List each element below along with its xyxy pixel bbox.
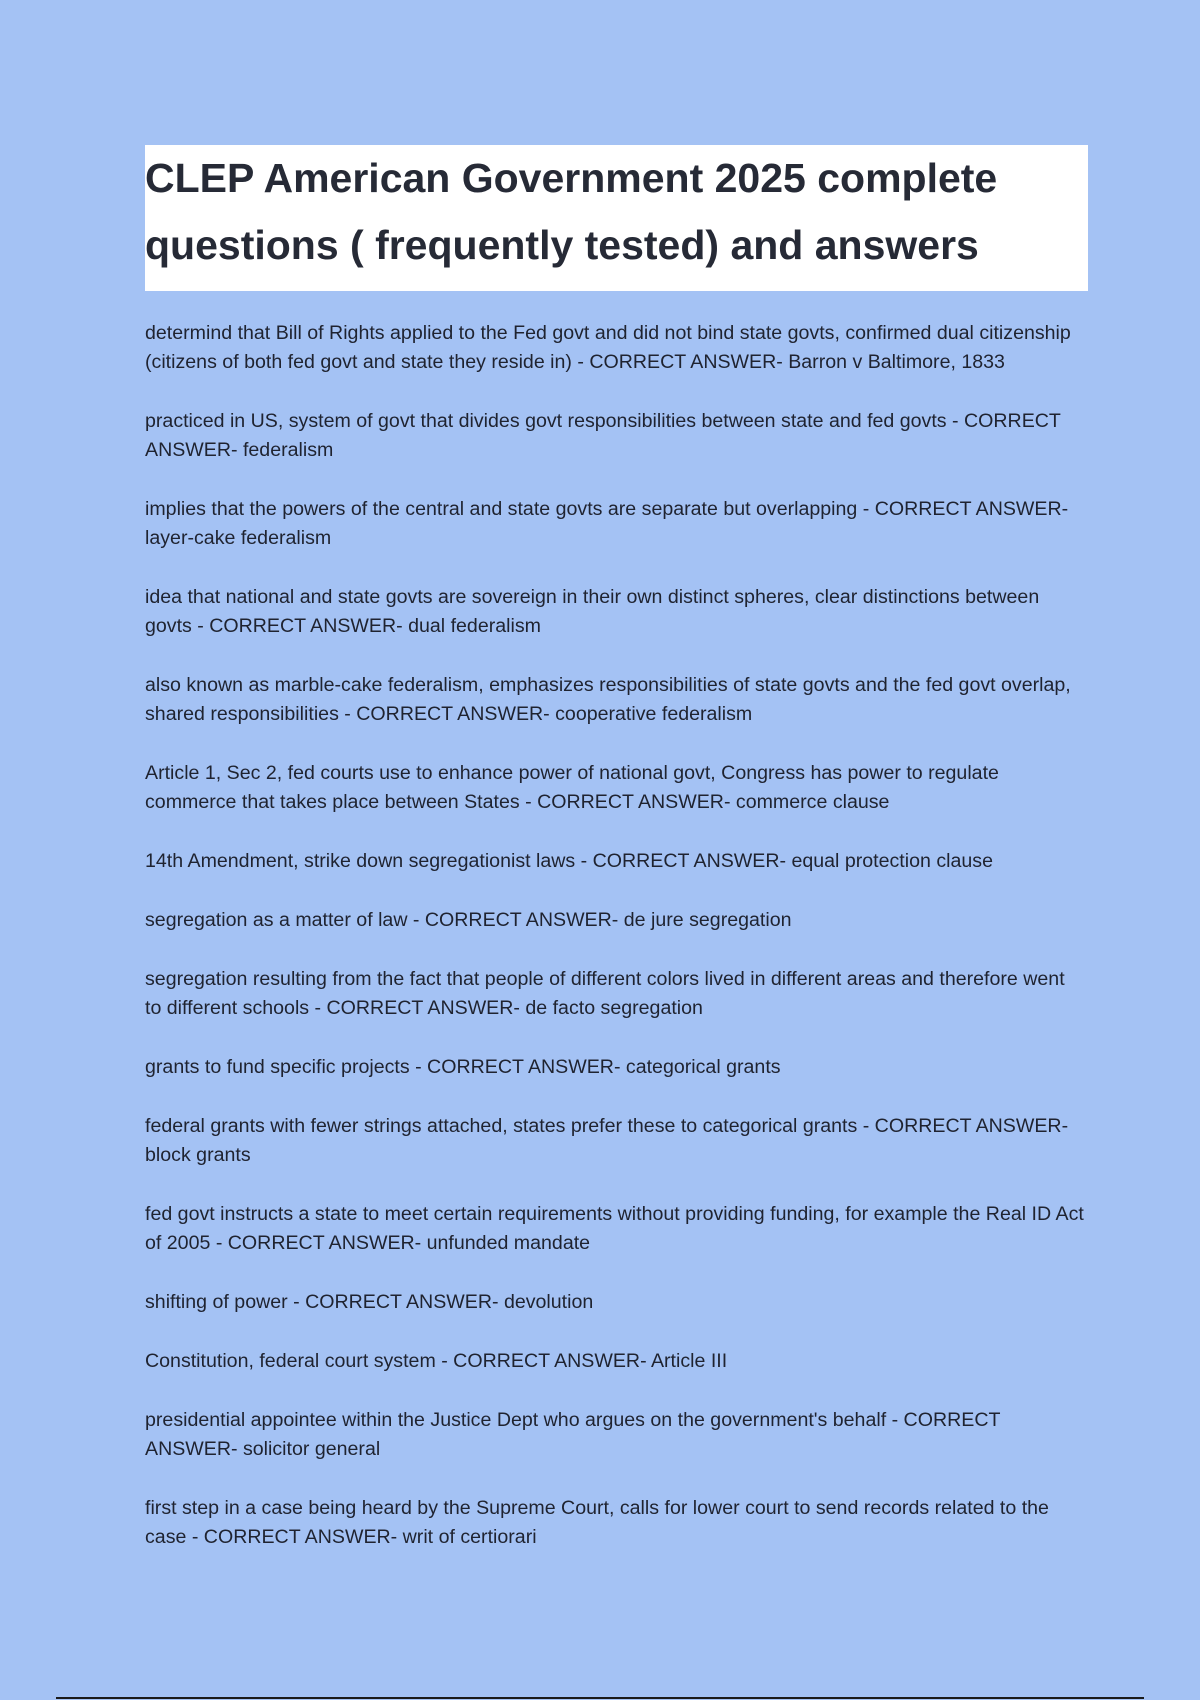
title-box [145,145,1088,291]
page-bottom-divider [56,1697,1144,1699]
qa-item: first step in a case being heard by the Supreme Court, calls for lower court to send records related to the case - CORRECT ANSWER- writ of certiorari [145,1497,1049,1548]
qa-item: shifting of power - CORRECT ANSWER- devolution [145,1291,594,1313]
document-title: CLEP American Government 2025 complete questions ( frequently tested) and answers [145,155,998,268]
qa-item: practiced in US, system of govt that divides govt responsibilities between state and fed govts - CORRECT ANSWER- federalism [145,410,1061,461]
qa-item: federal grants with fewer strings attached, states prefer these to categorical grants - CORRECT ANSWER- block grants [145,1115,1069,1166]
qa-item: Article 1, Sec 2, fed courts use to enhance power of national govt, Congress has power to regulate commerce that takes place between States - CORRECT ANSWER- commerce clause [145,762,999,813]
qa-item: also known as marble-cake federalism, emphasizes responsibilities of state govts and the fed govt overlap, shared responsibilities - CORRECT ANSWER- cooperative federalism [145,674,1071,725]
qa-item: segregation as a matter of law - CORRECT ANSWER- de jure segregation [145,909,792,931]
qa-item: Constitution, federal court system - CORRECT ANSWER- Article III [145,1350,728,1372]
qa-item: implies that the powers of the central and state govts are separate but overlapping - CORRECT ANSWER- layer-cake federalism [145,498,1069,549]
qa-item: fed govt instructs a state to meet certain requirements without providing funding, for example the Real ID Act of 2005 - CORRECT ANSWER- unfunded mandate [145,1203,1084,1254]
qa-item: idea that national and state govts are sovereign in their own distinct spheres, clear distinctions between govts - CORRECT ANSWER- dual federalism [145,586,1040,637]
qa-item: 14th Amendment, strike down segregationist laws - CORRECT ANSWER- equal protection clause [145,850,993,872]
qa-item: grants to fund specific projects - CORRECT ANSWER- categorical grants [145,1056,781,1078]
document-page [145,145,1088,1582]
qa-item: segregation resulting from the fact that people of different colors lived in different areas and therefore went to different schools - CORRECT ANSWER- de facto segregation [145,968,1065,1019]
qa-list [145,319,1088,1552]
qa-item: presidential appointee within the Justice Dept who argues on the government's behalf - CORRECT ANSWER- solicitor general [145,1409,1001,1460]
qa-item: determind that Bill of Rights applied to the Fed govt and did not bind state govts, confirmed dual citizenship (citizens of both fed govt and state they reside in) - CORRECT ANSWER- Barron v Baltimore, 1833 [145,322,1071,373]
